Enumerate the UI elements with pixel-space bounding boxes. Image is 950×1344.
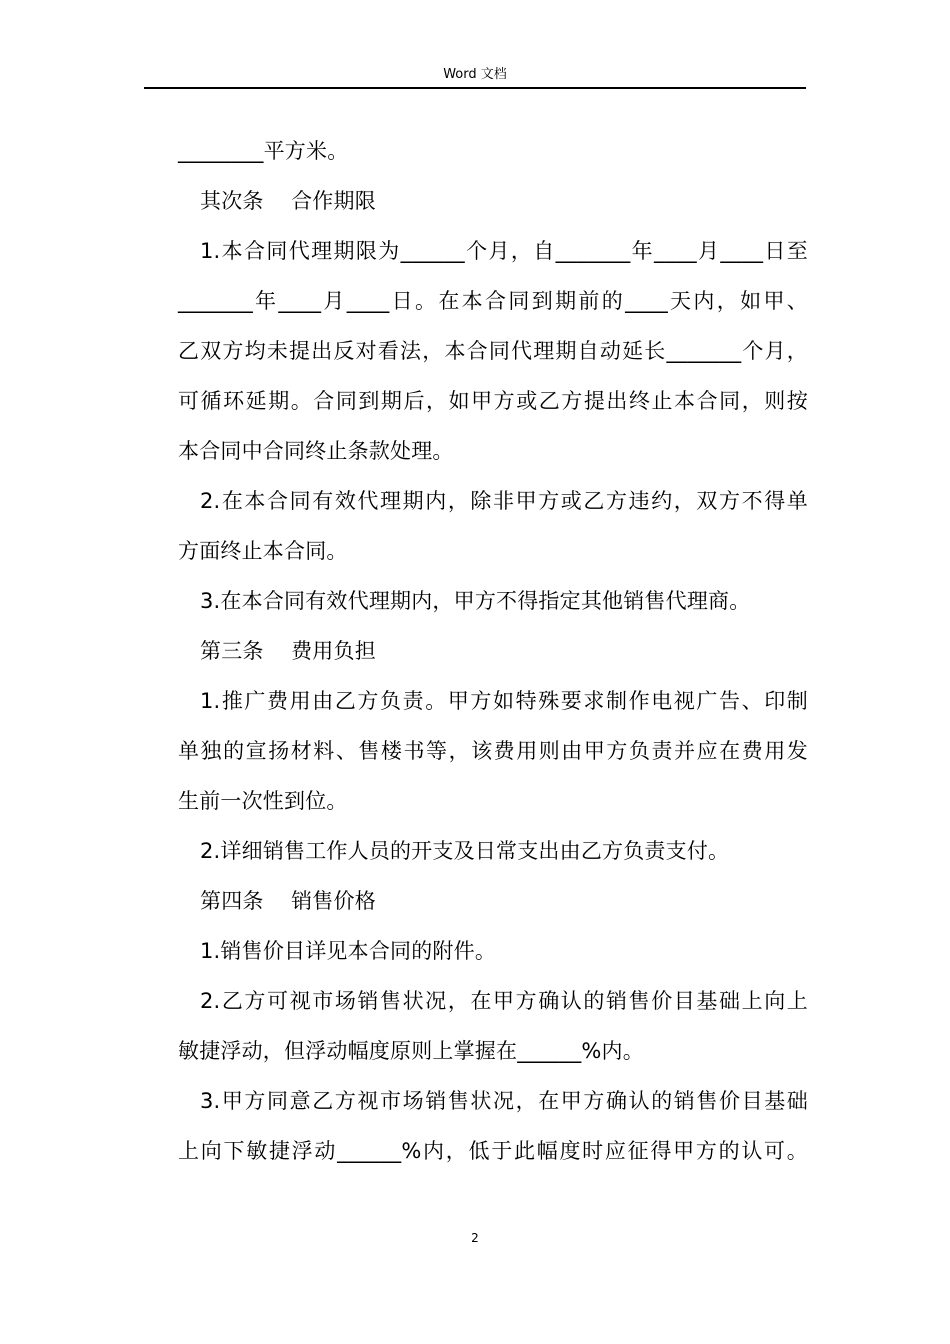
- text-line: 2.乙方可视市场销售状况，在甲方确认的销售价目基础上向上: [200, 989, 808, 1013]
- text-line: ________平方米。: [178, 139, 349, 163]
- text-line: _______年____月____日。在本合同到期前的____天内，如甲、: [178, 289, 808, 313]
- text-line: 其次条 合作期限: [200, 189, 376, 213]
- text-line: 乙双方均未提出反对看法，本合同代理期自动延长_______个月，: [178, 339, 808, 363]
- text-line: 1.推广费用由乙方负责。甲方如特殊要求制作电视广告、印制: [200, 689, 808, 713]
- text-line: 2.详细销售工作人员的开支及日常支出由乙方负责支付。: [200, 839, 730, 863]
- text-line: 本合同中合同终止条款处理。: [178, 439, 454, 463]
- page-header-title: Word 文档: [443, 67, 507, 82]
- text-line: 生前一次性到位。: [178, 789, 348, 813]
- text-line: 3.在本合同有效代理期内，甲方不得指定其他销售代理商。: [200, 589, 751, 613]
- text-line: 1.销售价目详见本合同的附件。: [200, 939, 497, 963]
- document-body: [178, 126, 808, 1176]
- page-number: 2: [471, 1231, 479, 1245]
- text-line: 2.在本合同有效代理期内，除非甲方或乙方违约，双方不得单: [200, 489, 808, 513]
- text-line: 1.本合同代理期限为______个月，自_______年____月____日至: [200, 239, 808, 263]
- text-line: 第四条 销售价格: [200, 889, 376, 913]
- text-line: 单独的宣扬材料、售楼书等，该费用则由甲方负责并应在费用发: [178, 739, 808, 763]
- text-line: 上向下敏捷浮动______%内，低于此幅度时应征得甲方的认可。: [178, 1139, 808, 1163]
- text-line: 3.甲方同意乙方视市场销售状况，在甲方确认的销售价目基础: [200, 1089, 808, 1113]
- text-line: 方面终止本合同。: [178, 539, 348, 563]
- text-line: 可循环延期。合同到期后，如甲方或乙方提出终止本合同，则按: [178, 389, 808, 413]
- text-line: 敏捷浮动，但浮动幅度原则上掌握在______%内。: [178, 1039, 644, 1063]
- header-divider: [144, 87, 806, 89]
- text-line: 第三条 费用负担: [200, 639, 376, 663]
